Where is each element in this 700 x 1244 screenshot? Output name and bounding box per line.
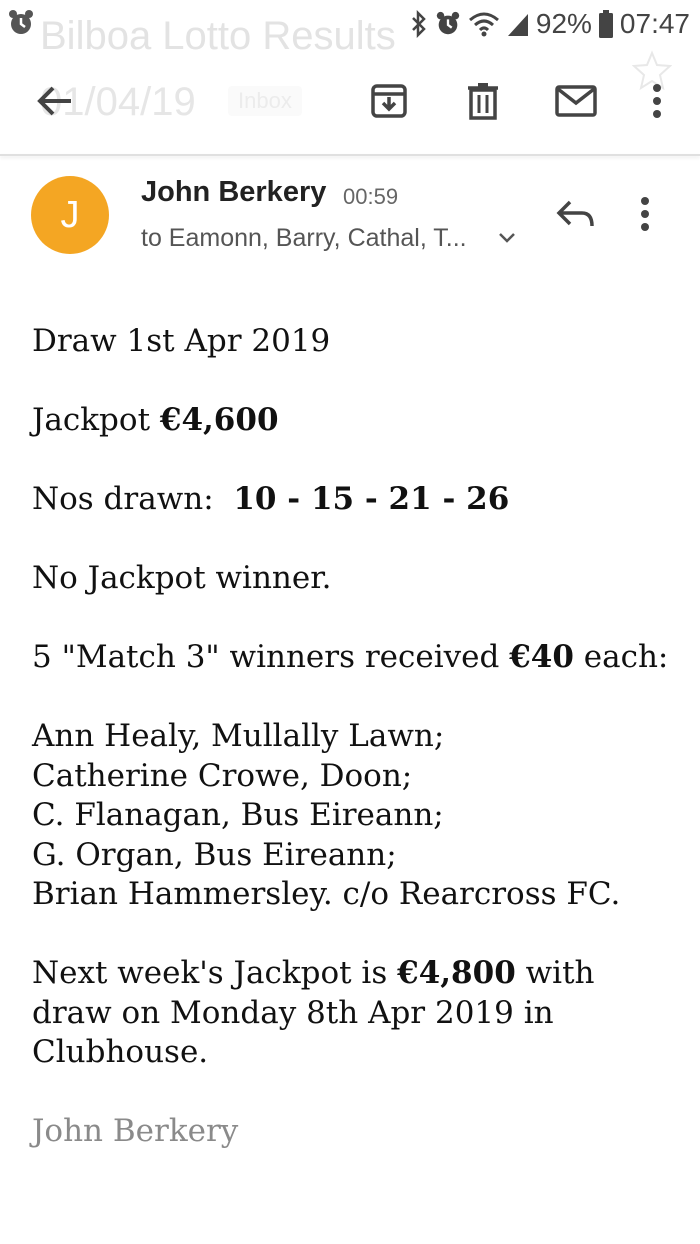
- winner-item: Brian Hammersley. c/o Rearcross FC.: [32, 876, 621, 912]
- recipients[interactable]: to Eamonn, Barry, Cathal, T...: [141, 224, 467, 252]
- sender-name: John Berkery: [141, 176, 327, 208]
- message-body: [32, 322, 682, 1152]
- bluetooth-icon: [410, 10, 428, 38]
- email-subject: Bilboa Lotto Results: [40, 14, 396, 58]
- alarm-icon: [434, 10, 462, 38]
- toolbar: [0, 60, 700, 156]
- message-time: 00:59: [343, 184, 399, 209]
- signature: John Berkery: [32, 1113, 239, 1149]
- winner-item: G. Organ, Bus Eireann;: [32, 836, 397, 873]
- winner-item: Ann Healy, Mullally Lawn;: [32, 718, 445, 754]
- more-options-button[interactable]: [640, 78, 674, 124]
- battery-icon: [598, 9, 614, 39]
- match-line: 5 "Match 3" winners received €40 each:: [32, 639, 669, 675]
- delete-button[interactable]: [460, 78, 506, 124]
- back-arrow-icon: [35, 83, 75, 119]
- chevron-down-icon[interactable]: [496, 228, 518, 248]
- inbox-label: Inbox: [228, 86, 302, 116]
- signal-icon: [506, 10, 530, 38]
- mark-unread-icon: [555, 84, 597, 118]
- match-amount: €40: [509, 639, 574, 675]
- winner-item: C. Flanagan, Bus Eireann;: [32, 797, 444, 833]
- mark-unread-button[interactable]: [552, 78, 600, 124]
- back-button[interactable]: [30, 76, 80, 126]
- archive-icon: [370, 82, 408, 120]
- drawn-numbers: 10 - 15 - 21 - 26: [233, 481, 510, 517]
- battery-percent: 92%: [535, 8, 592, 39]
- alarm-icon: [6, 8, 36, 38]
- next-jackpot-line: Next week's Jackpot is €4,800 with draw on Monday 8th Apr 2019 in Clubhouse.: [32, 955, 595, 1070]
- no-winner-line: No Jackpot winner.: [32, 560, 332, 596]
- email-date: 01/04/19: [40, 80, 196, 124]
- more-vert-icon: [652, 83, 662, 119]
- wifi-icon: [468, 10, 500, 38]
- archive-button[interactable]: [366, 78, 412, 124]
- reply-icon: [554, 196, 598, 236]
- more-vert-icon: [640, 196, 650, 232]
- message-more-button[interactable]: [640, 196, 674, 236]
- status-bar: [0, 0, 700, 48]
- reply-button[interactable]: [554, 196, 598, 236]
- jackpot-line: Jackpot €4,600: [32, 402, 279, 438]
- clock: 07:47: [619, 8, 690, 39]
- delete-icon: [466, 82, 500, 120]
- draw-date-line: Draw 1st Apr 2019: [32, 323, 331, 359]
- next-jackpot-amount: €4,800: [397, 955, 516, 991]
- winner-item: Catherine Crowe, Doon;: [32, 757, 413, 794]
- avatar[interactable]: J: [31, 176, 109, 254]
- numbers-line: Nos drawn: 10 - 15 - 21 - 26: [32, 481, 510, 517]
- jackpot-amount: €4,600: [159, 402, 279, 438]
